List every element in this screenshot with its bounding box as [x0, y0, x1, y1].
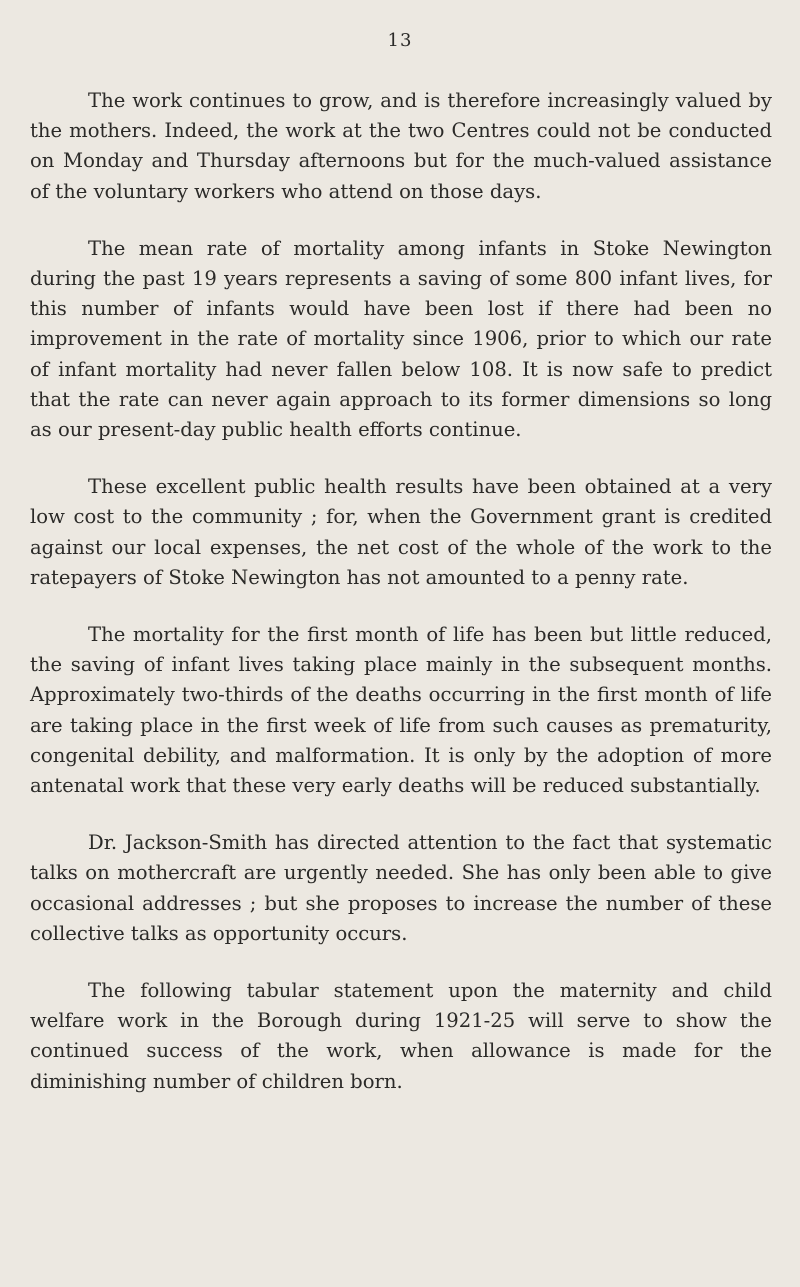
paragraph-mothercraft-talks: Dr. Jackson-Smith has directed attention to the fact that systematic talks on mothercraft are urgently needed. She has only been able to give occasional addresses ; but she proposes to increase the number of these collective talks as opportunity occurs.: [30, 831, 772, 945]
paragraph-centres-work: The work continues to grow, and is therefore increasingly valued by the mothers. Indeed, the work at the two Centres could not be conducted on Monday and Thursday afternoons but for the much-valued assistance of the voluntary workers who attend on those days.: [30, 89, 772, 203]
paragraph-tabular-statement: The following tabular statement upon the maternity and child welfare work in the Borough during 1921-25 will serve to show the continued success of the work, when allowance is made for the diminishing number of children born.: [30, 979, 772, 1093]
paragraph-first-month: The mortality for the first month of life has been but little reduced, the saving of infant lives taking place mainly in the subsequent months. Approximately two-thirds of the deaths occurring in the first month of life are taking place in the first week of life from such causes as prematurity, congenital debility, and malformation. It is only by the adoption of more antenatal work that these very early deaths will be reduced substantially.: [30, 623, 772, 798]
body-text: [30, 86, 772, 1124]
paragraph-cost: These excellent public health results have been obtained at a very low cost to the community ; for, when the Government grant is credited against our local expenses, the net cost of the whole of the work to the ratepayers of Stoke Newington has not amounted to a penny rate.: [30, 475, 772, 589]
page-number: 13: [387, 30, 413, 51]
paragraph-infant-mortality: The mean rate of mortality among infants in Stoke Newington during the past 19 years represents a saving of some 800 infant lives, for this number of infants would have been lost if there had been no improvement in the rate of mortality since 1906, prior to which our rate of infant mortality had never fallen below 108. It is now safe to predict that the rate can never again approach to its former dimensions so long as our present-day public health efforts continue.: [30, 236, 772, 442]
